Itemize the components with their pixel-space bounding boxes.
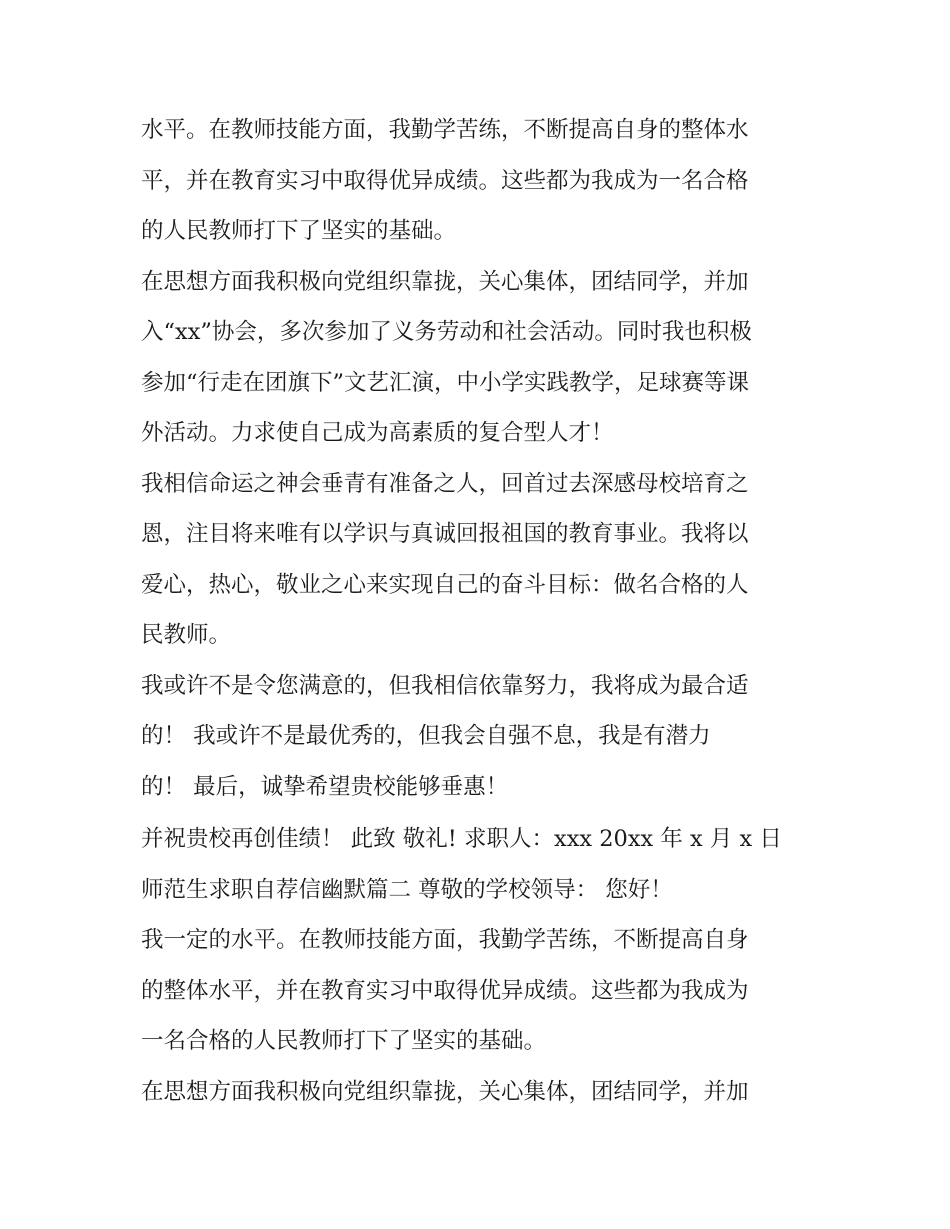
text-line: 入“xx”协会，多次参加了义务劳动和社会活动。同时我也积极 (141, 319, 752, 345)
text-line: 水平。在教师技能方面，我勤学苦练，不断提高自身的整体水 (141, 117, 749, 143)
text-line: 平，并在教育实习中取得优异成绩。这些都为我成为一名合格 (141, 168, 749, 194)
text-line: 我一定的水平。在教师技能方面，我勤学苦练，不断提高自身 (141, 927, 749, 953)
text-line: 民教师。 (141, 622, 232, 648)
text-line: 我相信命运之神会垂青有准备之人，回首过去深感母校培育之 (141, 471, 749, 497)
text-line: 爱心，热心，敬业之心来实现自己的奋斗目标：做名合格的人 (141, 572, 749, 598)
text-line: 外活动。力求使自己成为高素质的复合型人才！ (141, 420, 614, 446)
text-line: 参加“行走在团旗下”文艺汇演，中小学实践教学，足球赛等课 (141, 370, 750, 396)
text-line: 在思想方面我积极向党组织靠拢，关心集体，团结同学，并加 (141, 1079, 749, 1105)
text-line: 的人民教师打下了坚实的基础。 (141, 218, 457, 244)
text-line: 的！ 我或许不是最优秀的，但我会自强不息，我是有潜力 (141, 723, 711, 749)
text-line: 师范生求职自荐信幽默篇二 尊敬的学校领导： 您好！ (141, 877, 673, 903)
text-line: 我或许不是令您满意的，但我相信依靠努力，我将成为最合适 (141, 673, 749, 699)
text-line: 并祝贵校再创佳绩！ 此致 敬礼! 求职人：xxx 20xx 年 x 月 x 日 (141, 826, 782, 852)
text-line: 的！ 最后，诚挚希望贵校能够垂惠！ (141, 774, 509, 800)
text-line: 一名合格的人民教师打下了坚实的基础。 (141, 1028, 547, 1054)
text-line: 在思想方面我积极向党组织靠拢，关心集体，团结同学，并加 (141, 269, 749, 295)
text-line: 的整体水平，并在教育实习中取得优异成绩。这些都为我成为 (141, 978, 749, 1004)
text-line: 恩，注目将来唯有以学识与真诚回报祖国的教育事业。我将以 (141, 521, 749, 547)
